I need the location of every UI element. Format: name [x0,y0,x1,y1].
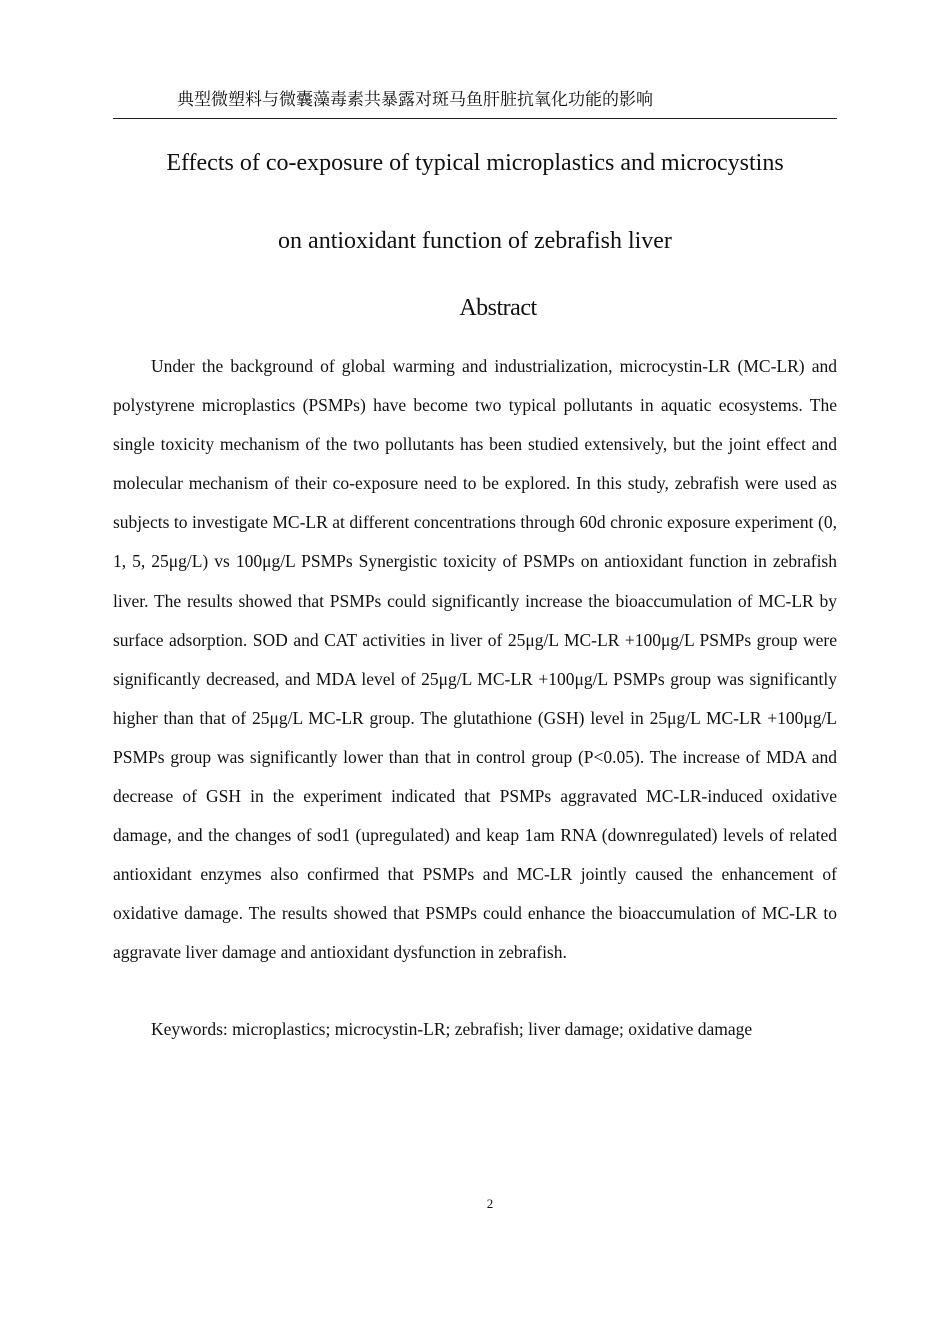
keywords: Keywords: microplastics; microcystin-LR; zebrafish; liver damage; oxidative damage [151,1019,753,1039]
abstract-heading: Abstract [459,295,537,321]
page-number: 2 [486,1196,494,1211]
running-header: 典型微塑料与微囊藻毒素共暴露对斑马鱼肝脏抗氧化功能的影响 [177,90,653,110]
paper-title-line-2: on antioxidant function of zebrafish liver [278,228,672,254]
abstract-body: Under the background of global warming and industrialization, microcystin-LR (MC-LR) and polystyrene microplastics (PSMPs) have become two typical pollutants in aquatic ecosystems. The single toxicity mechanism of the two pollutants has been studied extensively, but the joint effect and molecular mechanism of their co-exposure need to be explored. In this study, zebrafish were used as subjects to investigate MC-LR at different concentrations through 60d chronic exposure experiment (0, 1, 5, 25μg/L) vs 100μg/L PSMPs Synergistic toxicity of PSMPs on antioxidant function in zebrafish liver. The results showed that PSMPs could significantly increase the bioaccumulation of MC-LR by surface adsorption. SOD and CAT activities in liver of 25μg/L MC-LR +100μg/L PSMPs group were significantly decreased, and MDA level of 25μg/L MC-LR +100μg/L PSMPs group was significantly higher than that of 25μg/L MC-LR group. The glutathione (GSH) level in 25μg/L MC-LR +100μg/L PSMPs group was significantly lower than that in control group (P<0.05). The increase of MDA and decrease of GSH in the experiment indicated that PSMPs aggravated MC-LR-induced oxidative damage, and the changes of sod1 (upregulated) and keap 1am RNA (downregulated) levels of related antioxidant enzymes also confirmed that PSMPs and MC-LR jointly caused the enhancement of oxidative damage. The results showed that PSMPs could enhance the bioaccumulation of MC-LR to aggravate liver damage and antioxidant dysfunction in zebrafish. [113,356,837,963]
header-rule [113,118,837,119]
paper-title-line-1: Effects of co-exposure of typical microplastics and microcystins [166,150,784,176]
